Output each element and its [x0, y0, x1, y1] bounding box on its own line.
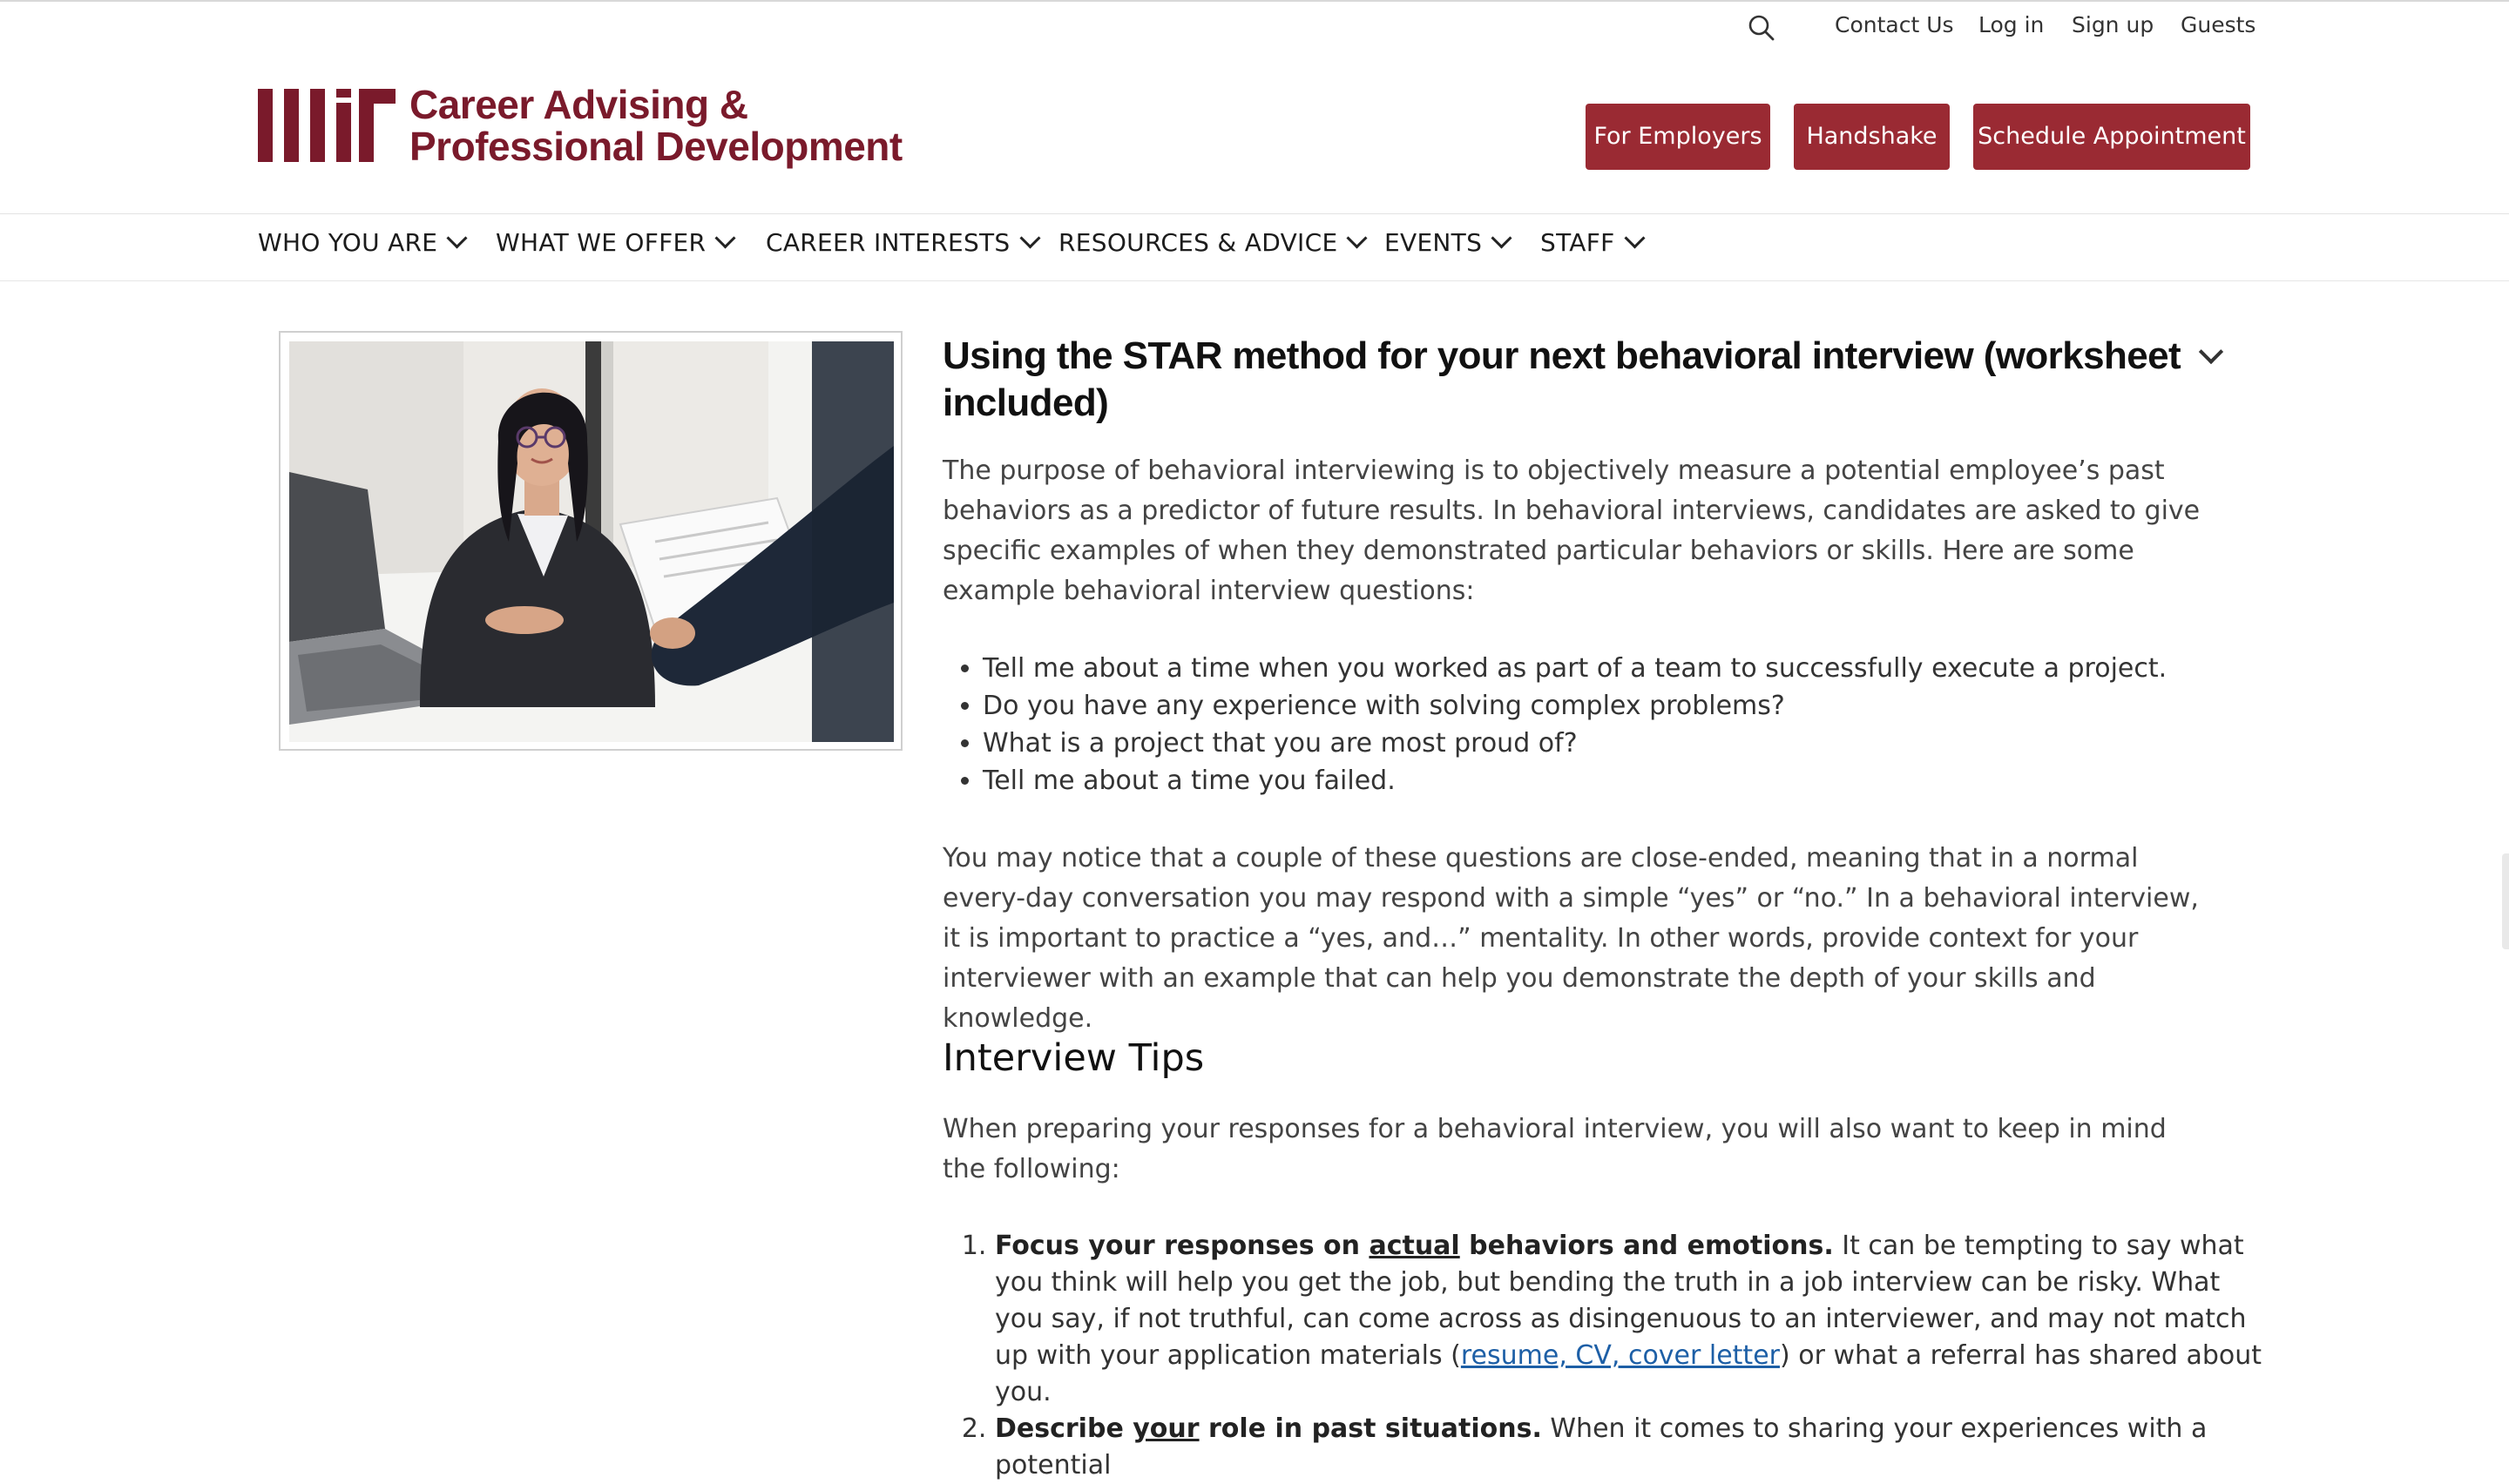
nav-item-who-you-are[interactable] [258, 228, 464, 257]
article-image-frame [279, 331, 903, 751]
nav-item-label: EVENTS [1384, 228, 1483, 257]
tip-bold [995, 1231, 1834, 1261]
resume-cv-cover-letter-link[interactable]: resume, CV, cover letter [1460, 1340, 1780, 1371]
nav-item-label: CAREER INTERESTS [766, 228, 1011, 257]
chevron-down-icon [715, 227, 736, 248]
for-employers-button[interactable]: For Employers [1586, 104, 1770, 170]
nav-item-resources-advice[interactable] [1058, 228, 1364, 257]
logo-line-1: Career Advising & [409, 82, 748, 127]
nav-item-label: RESOURCES & ADVICE [1058, 228, 1338, 257]
chevron-down-icon [1019, 227, 1040, 248]
nav-divider-bottom [0, 280, 2509, 281]
contact-us-link[interactable]: Contact Us [1835, 12, 1954, 37]
nav-item-career-interests[interactable] [766, 228, 1038, 257]
tip-bold [995, 1413, 1542, 1444]
interview-tips-heading: Interview Tips [943, 1036, 1205, 1080]
nav-divider-top [0, 213, 2509, 214]
guests-link[interactable]: Guests [2181, 12, 2256, 37]
mit-logo-mark [258, 89, 396, 164]
example-questions-list [943, 650, 2255, 799]
chevron-down-icon [447, 227, 468, 248]
log-in-link[interactable]: Log in [1978, 12, 2045, 37]
chevron-down-icon [1347, 227, 1368, 248]
article-paragraph-2: You may notice that a couple of these questions are close-ended, meaning that in a normal every-day conversation you may respond with a simple “yes” or “no.” In a behavioral interview, it is important to practice a “yes, and…” mentality. In other words, provide context for your interviewer with an example that can help you demonstrate the depth of your skills and knowledge. [943, 843, 2199, 1034]
interview-photo [289, 341, 894, 742]
list-item [995, 1411, 2267, 1484]
search-icon[interactable] [1746, 12, 1777, 44]
list-item: • Do you have any experience with solving complex problems? [983, 687, 2255, 725]
tip-bold-text: Describe [995, 1413, 1133, 1444]
top-border [0, 0, 2509, 2]
tip-text: When it comes to sharing your experiences with a potential [995, 1413, 2208, 1481]
tip-bold-text: behaviors and emotions. [1459, 1231, 1834, 1261]
chevron-down-icon [1624, 227, 1645, 248]
chevron-down-icon[interactable] [2199, 340, 2223, 364]
handshake-button[interactable]: Handshake [1794, 104, 1950, 170]
chevron-down-icon [1491, 227, 1512, 248]
tip-text: ) or what a referral has shared about you. [995, 1340, 2262, 1407]
article-title: Using the STAR method for your next behavioral interview (worksheet included) [943, 334, 2181, 424]
sign-up-link[interactable]: Sign up [2072, 12, 2154, 37]
list-item: • What is a project that you are most proud of? [983, 725, 2255, 762]
list-item: • Tell me about a time when you worked as part of a team to successfully execute a project. [983, 650, 2255, 687]
list-item: • Tell me about a time you failed. [983, 762, 2255, 799]
nav-item-what-we-offer[interactable] [496, 228, 733, 257]
interview-tips-list [943, 1228, 2267, 1484]
nav-item-staff[interactable] [1540, 228, 1642, 257]
nav-item-events[interactable] [1384, 228, 1509, 257]
tip-bold-text: role in past situations. [1199, 1413, 1542, 1444]
interview-illustration [289, 341, 894, 742]
nav-item-label: WHAT WE OFFER [496, 228, 707, 257]
schedule-appointment-button[interactable]: Schedule Appointment [1973, 104, 2250, 170]
scroll-tab[interactable] [2502, 853, 2509, 949]
tip-bold-underlined: your [1133, 1413, 1200, 1444]
logo-text [409, 84, 903, 167]
tip-bold-underlined: actual [1369, 1231, 1460, 1261]
nav-item-label: STAFF [1540, 228, 1615, 257]
tip-bold-text: Focus your responses on [995, 1231, 1369, 1261]
tips-intro: When preparing your responses for a behavioral interview, you will also want to keep in mind the following: [943, 1114, 2167, 1184]
tip-text: It can be tempting to say what you think will help you get the job, but bending the truth in a job interview can be risky. What you say, if not truthful, can come across as disingenuous to an interviewer, and may not match up with your application materials ( [995, 1231, 2247, 1371]
nav-item-label: WHO YOU ARE [258, 228, 438, 257]
article-intro: The purpose of behavioral interviewing is to objectively measure a potential employee’s past behaviors as a predictor of future results. In behavioral interviews, candidates are asked to give specific examples of when they demonstrated particular behaviors or skills. Here are some example behavioral interview questions: [943, 455, 2201, 606]
list-item [995, 1228, 2267, 1411]
logo-line-2: Professional Development [409, 124, 903, 169]
